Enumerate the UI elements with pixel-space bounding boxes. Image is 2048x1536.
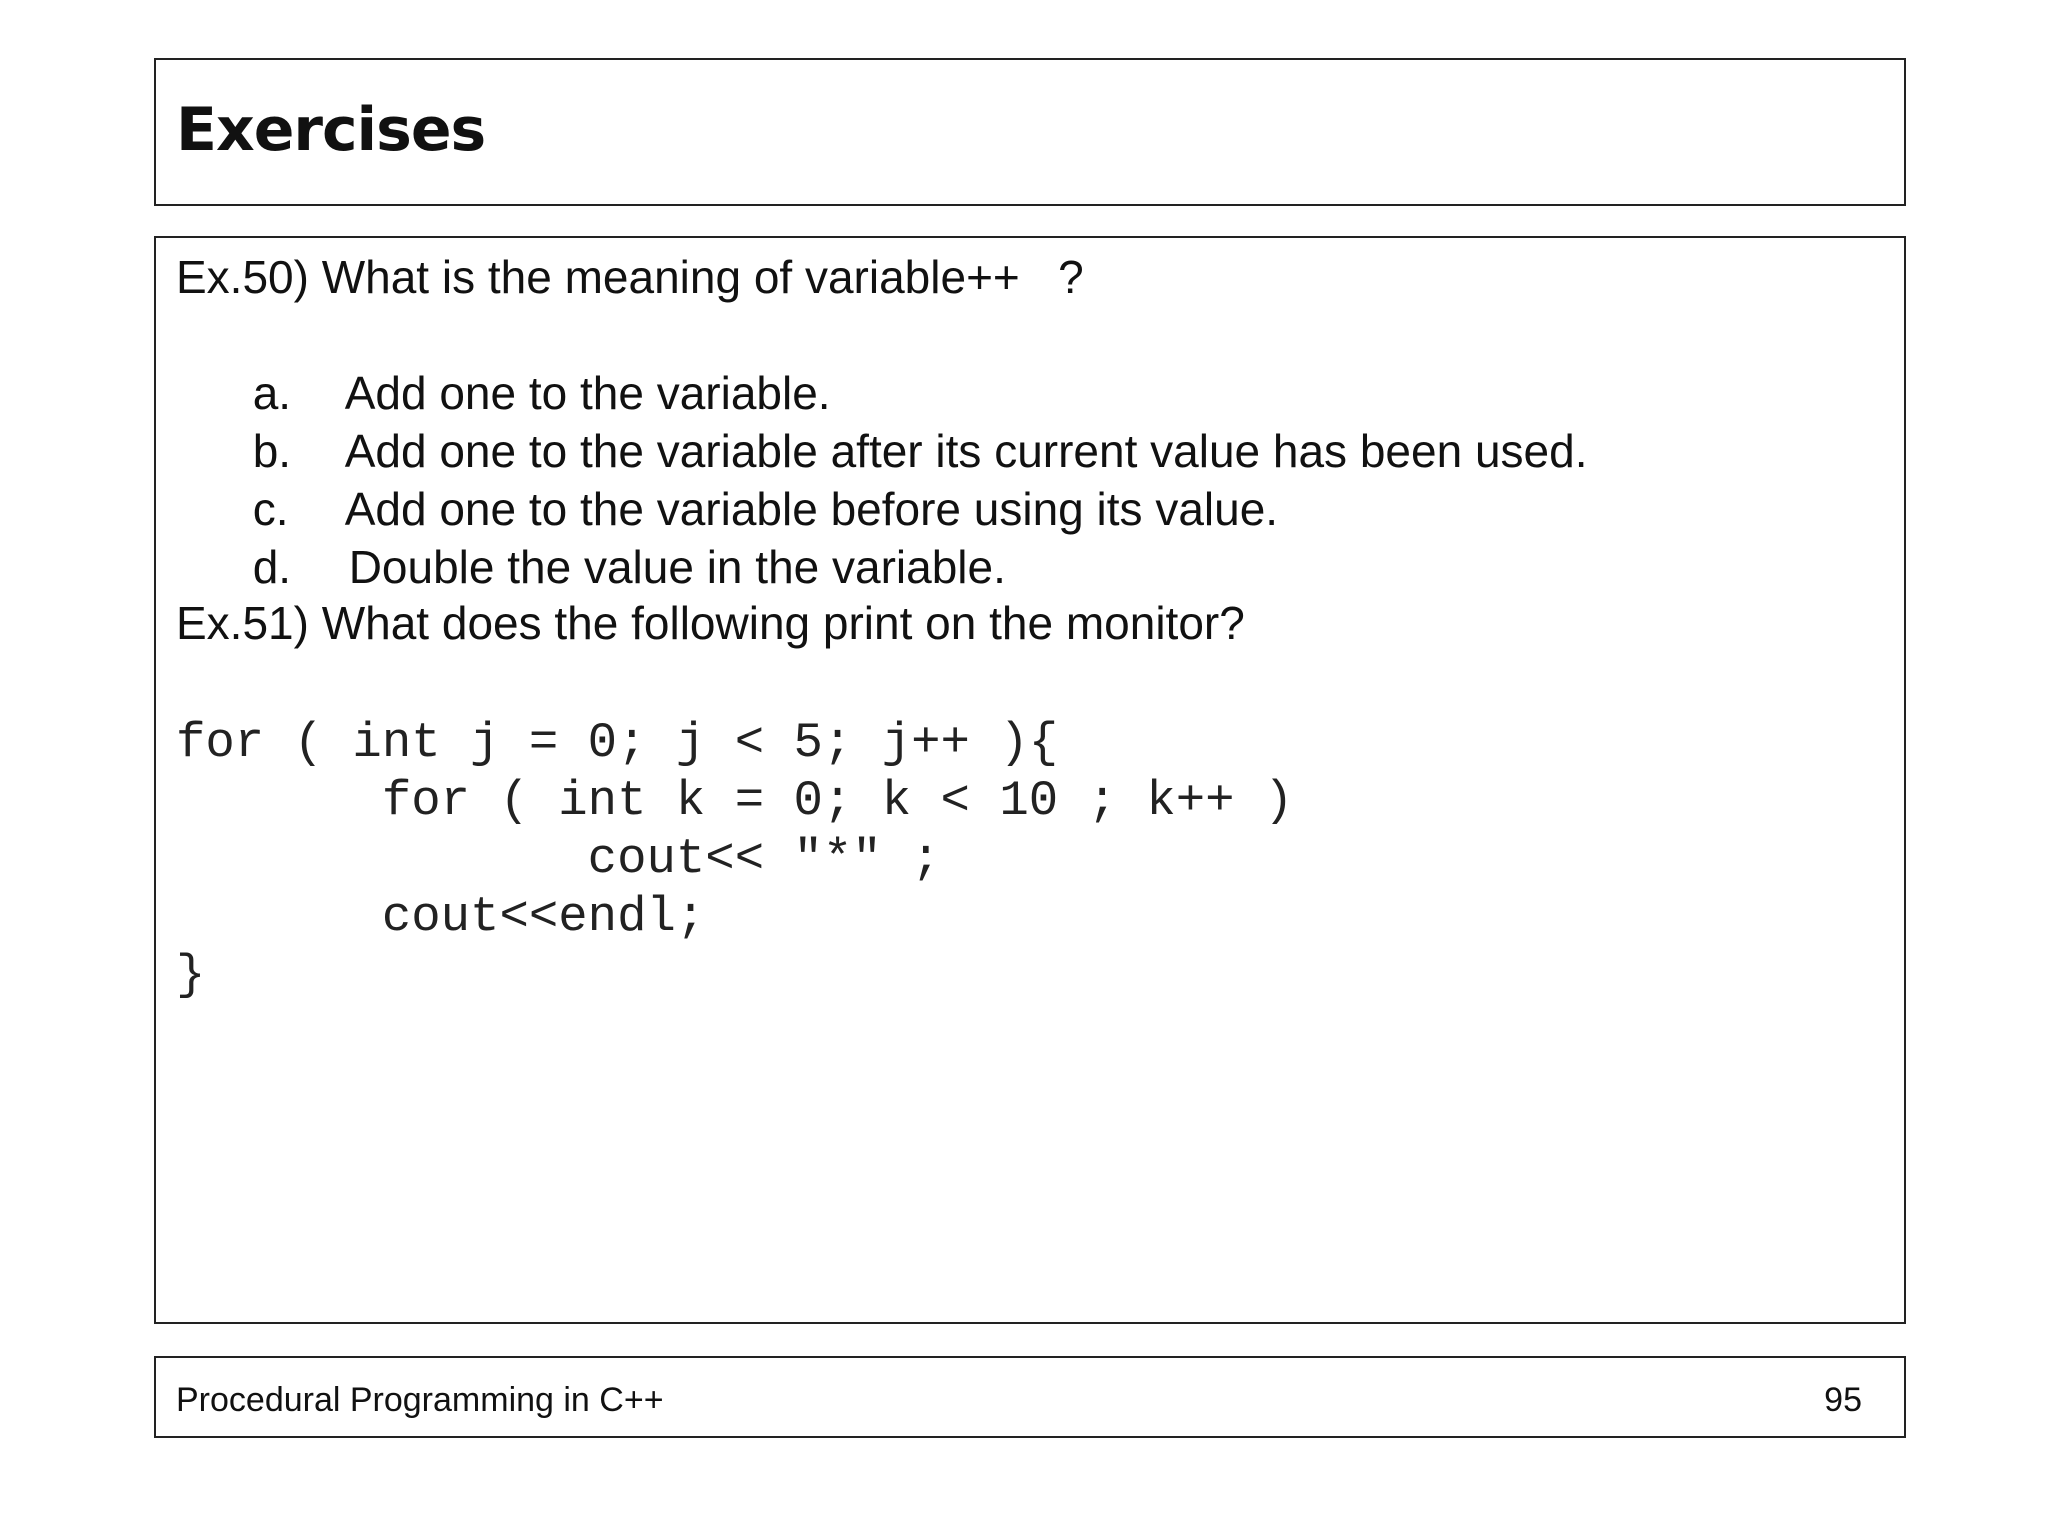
option-text: Add one to the variable before using its value. bbox=[344, 483, 1279, 535]
option-text: Double the value in the variable. bbox=[348, 541, 1006, 593]
option-letter: d. bbox=[252, 541, 292, 593]
code-line-5: } bbox=[176, 947, 206, 1003]
code-line-3: cout<< "*" ; bbox=[176, 831, 941, 887]
code-line-4: cout<<endl; bbox=[176, 889, 706, 945]
option-text: Add one to the variable. bbox=[344, 367, 831, 419]
option-text: Add one to the variable after its current value has been used. bbox=[344, 425, 1588, 477]
ex51-question: Ex.51) What does the following print on the monitor? bbox=[176, 597, 1245, 649]
ex50-question: Ex.50) What is the meaning of variable++ ? bbox=[176, 251, 1084, 303]
code-line-2: for ( int k = 0; k < 10 ; k++ ) bbox=[176, 773, 1294, 829]
option-letter: a. bbox=[252, 367, 292, 419]
option-letter: b. bbox=[252, 425, 292, 477]
slide-title: Exercises bbox=[176, 95, 486, 165]
code-line-1: for ( int j = 0; j < 5; j++ ){ bbox=[176, 715, 1059, 771]
footer-course-name: Procedural Programming in C++ bbox=[176, 1381, 664, 1419]
content-box bbox=[154, 236, 1906, 1324]
title-box bbox=[154, 58, 1906, 206]
option-letter: c. bbox=[252, 483, 289, 535]
footer-page-number: 95 bbox=[1824, 1381, 1862, 1419]
footer-box bbox=[154, 1356, 1906, 1438]
